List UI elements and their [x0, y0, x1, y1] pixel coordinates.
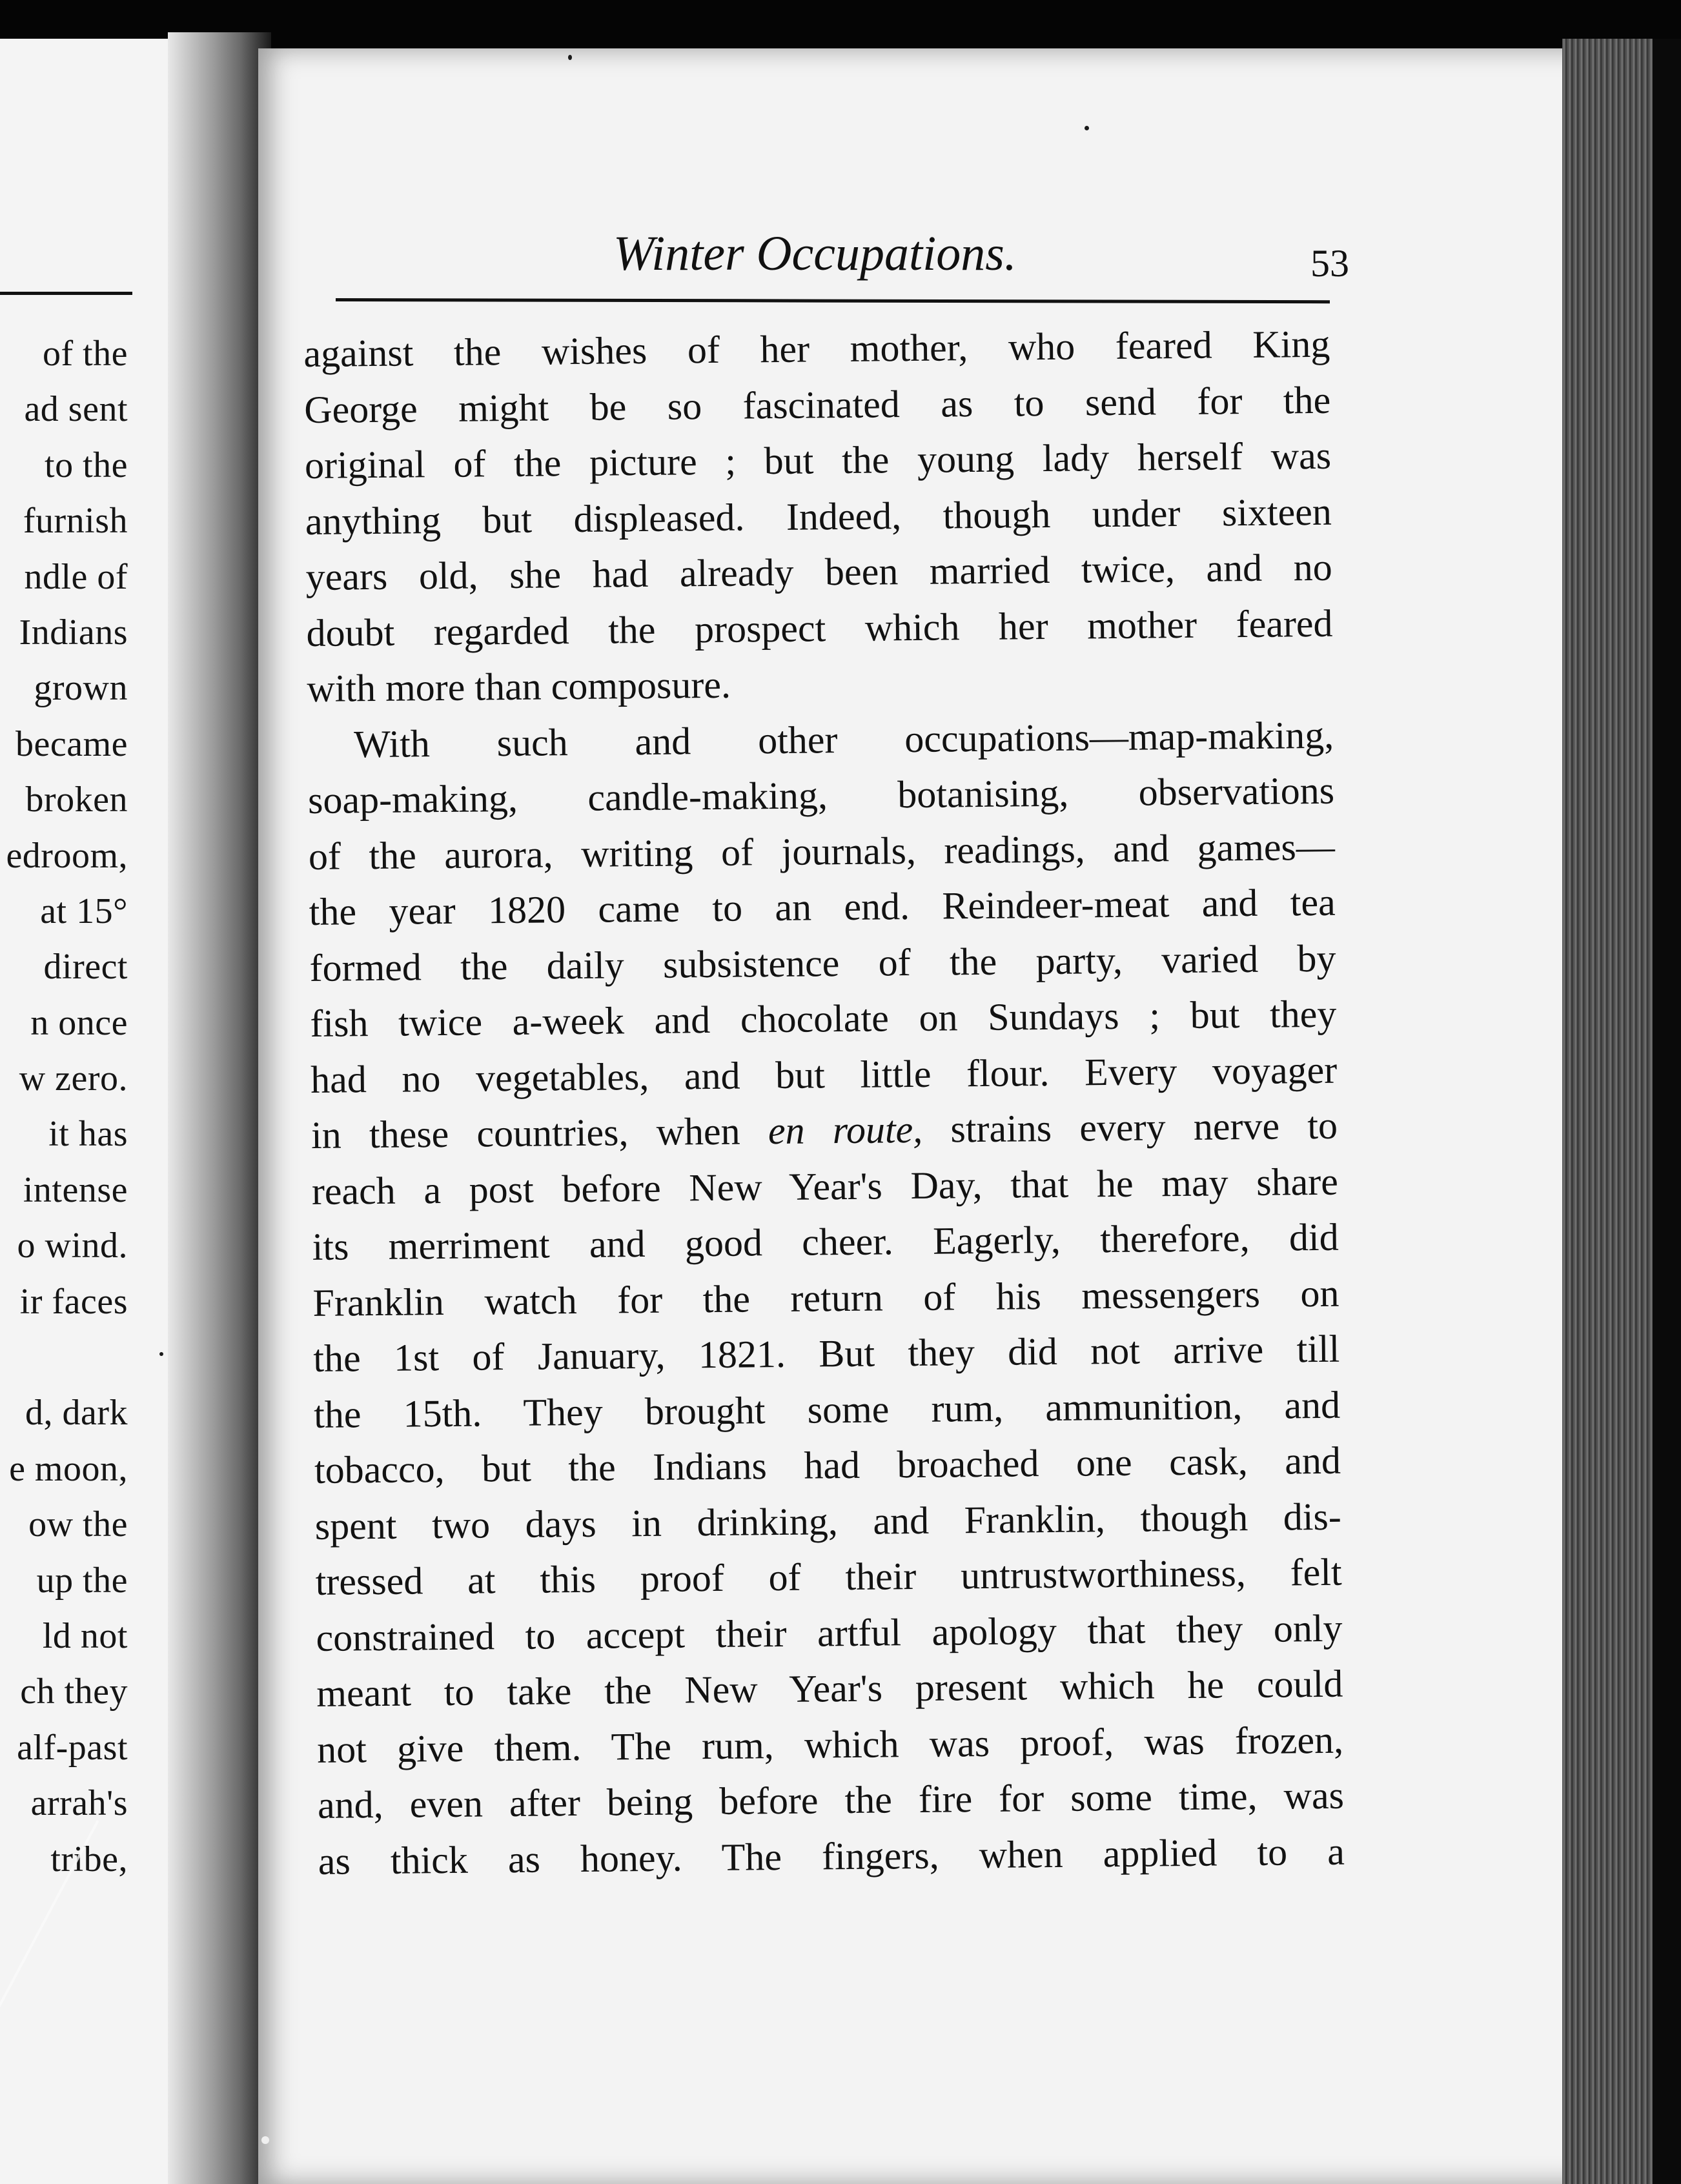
left-fragment: ld not [42, 1615, 128, 1656]
text-segment: in these countries, when [311, 1109, 740, 1157]
text-line: reach a post before New Year's Day, that he may share [311, 1160, 1339, 1213]
text-line: with more than composure. [307, 663, 731, 710]
text-line: meant to take the New Year's present which he could [316, 1662, 1343, 1715]
text-line: anything but displeased. Indeed, though under sixteen [305, 490, 1332, 543]
left-fragment: alf-past [17, 1727, 128, 1768]
left-fragment: of the [42, 334, 128, 374]
left-fragment: e moon, [9, 1448, 128, 1489]
dust-speck [261, 2136, 269, 2144]
left-fragment: furnish [23, 501, 128, 541]
text-line: George might be so fascinated as to send for the [303, 378, 1331, 431]
cover-edge [1653, 39, 1681, 2184]
text-line: With such and other occupations—map-making, [353, 713, 1334, 765]
text-line: soap-making, candle-making, botanising, observations [307, 769, 1335, 822]
text-line: Franklin watch for the return of his messengers on [312, 1271, 1340, 1324]
text-line: not give them. The rum, which was proof, was frozen, [316, 1718, 1344, 1771]
text-line: formed the daily subsistence of the party, varied by [309, 936, 1336, 989]
left-page-rule [0, 292, 132, 295]
text-line: and, even after being before the fire for some time, was [317, 1774, 1345, 1826]
paragraph [303, 316, 1334, 717]
dust-speck [159, 1352, 163, 1356]
text-line-with-italic [311, 1098, 1338, 1164]
left-fragment: Indians [19, 612, 128, 652]
left-fragment: edroom, [6, 835, 128, 876]
text-line: as thick as honey. The fingers, when applied to a [318, 1830, 1345, 1883]
text-segment: strains every nerve to [950, 1104, 1338, 1151]
left-fragment: broken [25, 780, 128, 820]
left-fragment: intense [23, 1169, 128, 1210]
left-fragment-gap [0, 1330, 128, 1385]
text-line: doubt regarded the prospect which her mother feared [306, 602, 1333, 654]
paragraph [307, 707, 1345, 1889]
left-page-text-fragments [0, 326, 128, 1887]
dust-speck [568, 55, 572, 60]
left-fragment: it has [48, 1114, 128, 1155]
body-text [303, 316, 1345, 1889]
left-fragment: direct [43, 947, 128, 987]
left-fragment: tribe, [50, 1839, 128, 1879]
left-fragment: grown [34, 668, 128, 709]
text-line: tressed at this proof of their untrustworthiness, felt [315, 1550, 1342, 1603]
gutter-shadow [168, 32, 271, 2184]
text-line: tobacco, but the Indians had broached one cask, and [314, 1439, 1341, 1491]
text-line: the 15th. They brought some rum, ammunition, and [313, 1383, 1341, 1436]
text-line: fish twice a-week and chocolate on Sundays ; but they [310, 992, 1337, 1045]
left-fragment: arrah's [30, 1783, 128, 1824]
text-line: the year 1820 came to an end. Reindeer-meat and tea [309, 880, 1336, 933]
italic-phrase: en route, [768, 1107, 923, 1153]
left-fragment: n once [30, 1002, 128, 1043]
left-fragment: at 15° [40, 891, 128, 931]
text-line: had no vegetables, and but little flour. Every voyager [310, 1048, 1338, 1101]
left-fragment: became [15, 723, 128, 764]
running-head: Winter Occupations. [613, 227, 1017, 281]
text-line: the 1st of January, 1821. But they did not arrive till [313, 1327, 1340, 1380]
page-number: 53 [1310, 242, 1349, 285]
left-fragment: o wind. [17, 1226, 128, 1266]
text-line: spent two days in drinking, and Franklin, though dis- [314, 1495, 1342, 1548]
left-fragment: ad sent [24, 389, 128, 430]
text-line: against the wishes of her mother, who feared King [303, 322, 1330, 375]
left-fragment: ir faces [19, 1281, 128, 1322]
text-line: of the aurora, writing of journals, readings, and games— [308, 825, 1336, 878]
text-line: its merriment and good cheer. Eagerly, therefore, did [312, 1215, 1339, 1268]
left-fragment: up the [36, 1560, 128, 1601]
text-line: constrained to accept their artful apology that they only [316, 1606, 1343, 1659]
left-fragment: d, dark [25, 1393, 128, 1433]
text-line: years old, she had already been married twice, and no [305, 545, 1332, 598]
left-fragment: ch they [20, 1672, 128, 1712]
left-fragment: w zero. [19, 1058, 128, 1099]
left-fragment: ndle of [24, 556, 128, 597]
left-fragment: ow the [28, 1504, 128, 1545]
left-fragment: to the [45, 445, 128, 485]
text-line: original of the picture ; but the young lady herself was [304, 434, 1332, 487]
dust-speck [1085, 126, 1089, 130]
